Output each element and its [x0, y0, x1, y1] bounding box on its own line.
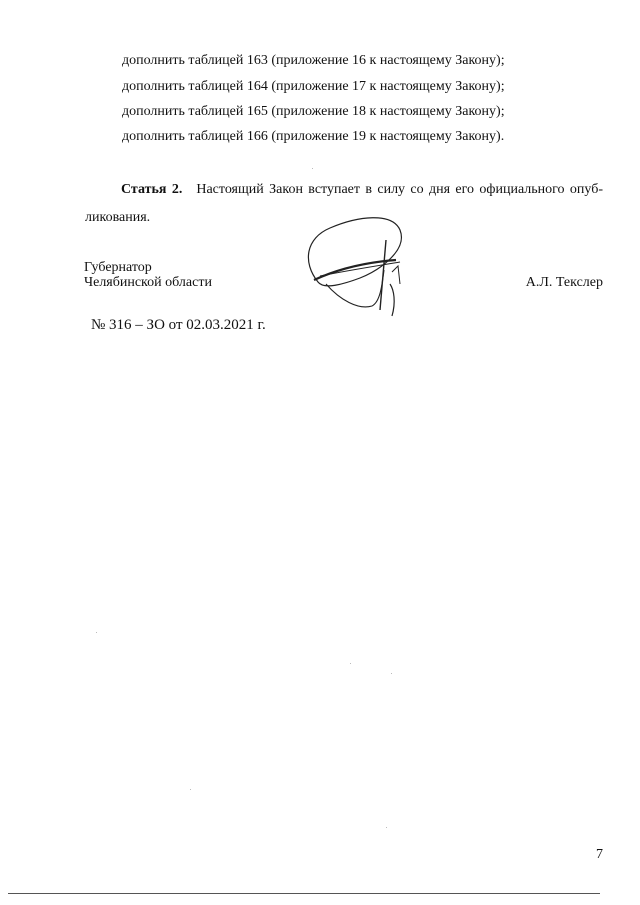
- region-title: Челябинской области: [84, 275, 212, 290]
- amendment-line: дополнить таблицей 164 (приложение 17 к настоящему Закону);: [122, 79, 505, 94]
- amendment-line: дополнить таблицей 166 (приложение 19 к настоящему Закону).: [122, 129, 505, 144]
- page-number: 7: [596, 847, 603, 862]
- scan-speck: [312, 168, 313, 169]
- scan-speck: [386, 827, 387, 828]
- amendment-line: дополнить таблицей 163 (приложение 16 к настоящему Закону);: [122, 53, 505, 68]
- law-number: № 316 – ЗО от 02.03.2021 г.: [91, 317, 266, 333]
- scan-speck: [96, 632, 97, 633]
- amendment-line: дополнить таблицей 165 (приложение 18 к настоящему Закону);: [122, 104, 505, 119]
- governor-title: Губернатор: [84, 260, 152, 275]
- scan-speck: [190, 789, 191, 790]
- scan-speck: [350, 663, 351, 664]
- bottom-edge-line: [8, 893, 600, 894]
- signer-name: А.Л. Текслер: [525, 275, 603, 290]
- handwritten-signature: [300, 210, 420, 320]
- scan-speck: [391, 673, 392, 674]
- article-text: Настоящий Закон вступает в силу со дня его официального опубликования.: [85, 182, 604, 225]
- article-heading: Статья 2.: [121, 182, 183, 197]
